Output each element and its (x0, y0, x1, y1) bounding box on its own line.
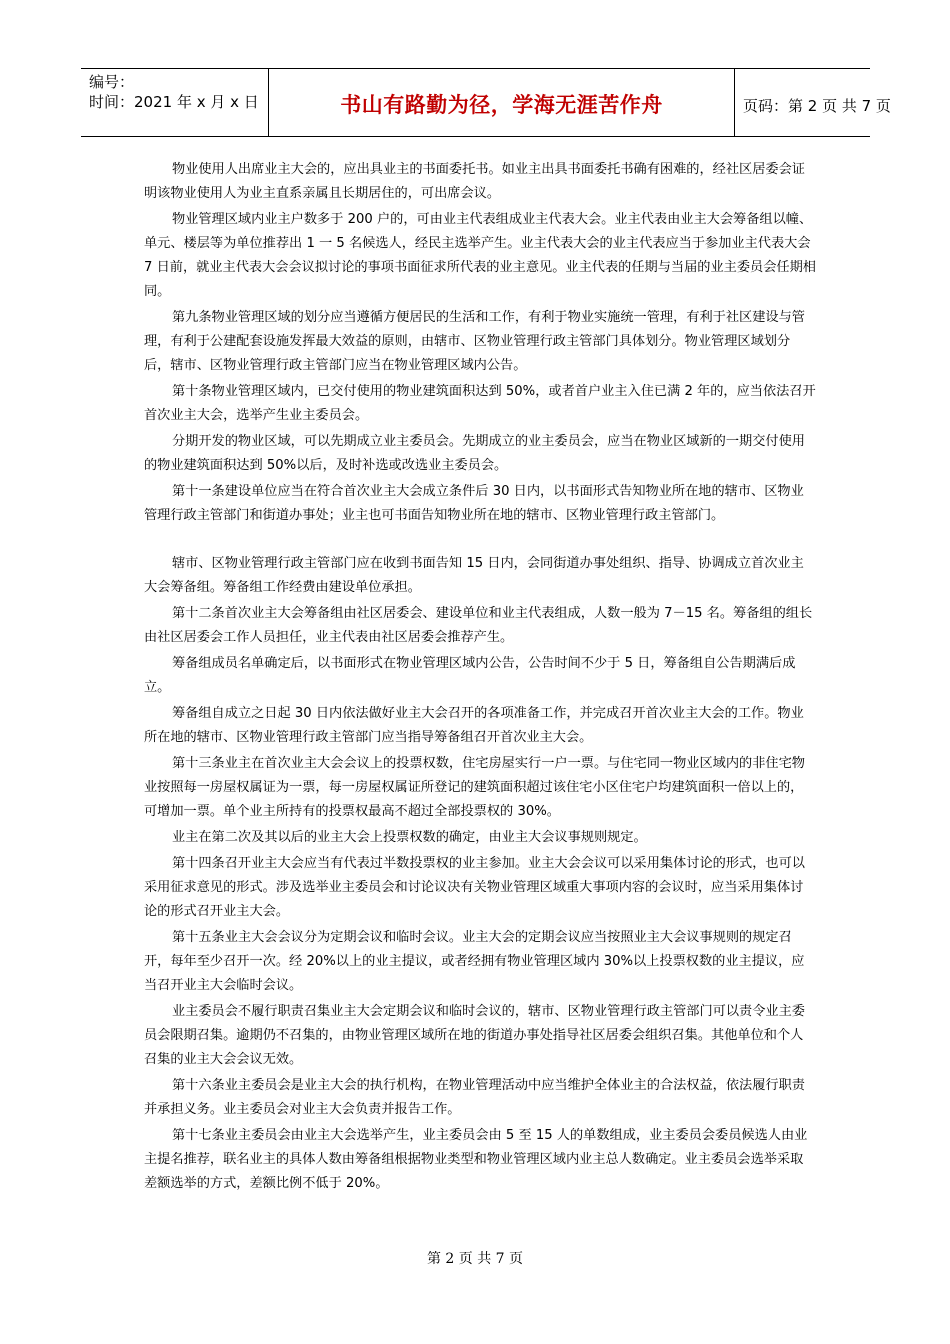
document-number-label: 编号： (89, 73, 135, 91)
document-time-label: 时间：2021 年 x 月 x 日 (89, 93, 259, 111)
body-paragraph: 分期开发的物业区域，可以先期成立业主委员会。先期成立的业主委员会，应当在物业区域新的一期交付使用的物业建筑面积达到 50%以后，及时补选或改选业主委员会。 (144, 434, 805, 473)
body-paragraph: 第十条物业管理区域内，已交付使用的物业建筑面积达到 50%，或者首户业主入住已满 2 年的，应当依法召开首次业主大会，选举产生业主委员会。 (144, 384, 816, 423)
body-paragraph: 第十六条业主委员会是业主大会的执行机构，在物业管理活动中应当维护全体业主的合法权益，依法履行职责并承担义务。业主委员会对业主大会负责并报告工作。 (144, 1078, 805, 1117)
header-page-code: 页码：第 2 页 共 7 页 (743, 97, 891, 115)
header-motto-cell (268, 69, 735, 136)
body-paragraph: 第十七条业主委员会由业主大会选举产生，业主委员会由 5 至 15 人的单数组成，业主委员会委员候选人由业主提名推荐，联名业主的具体人数由筹备组根据物业类型和物业管理区域内业主总人数确定。业主委员会选举采取差额选举的方式，差额比例不低于 20%。 (144, 1128, 808, 1191)
body-paragraph: 第九条物业管理区域的划分应当遵循方便居民的生活和工作，有利于物业实施统一管理，有利于社区建设与管理，有利于公建配套设施发挥最大效益的原则，由辖市、区物业管理行政主管部门具体划分。物业管理区域划分后，辖市、区物业管理行政主管部门应当在物业管理区域内公告。 (144, 310, 805, 373)
body-paragraph: 业主在第二次及其以后的业主大会上投票权数的确定，由业主大会议事规则规定。 (172, 830, 647, 845)
page-footer: 第 2 页 共 7 页 (426, 1251, 524, 1267)
body-paragraph: 业主委员会不履行职责召集业主大会定期会议和临时会议的，辖市、区物业管理行政主管部门可以责令业主委员会限期召集。逾期仍不召集的，由物业管理区域所在地的街道办事处指导社区居委会组织召集。其他单位和个人召集的业主大会会议无效。 (144, 1004, 805, 1067)
body-paragraph: 第十一条建设单位应当在符合首次业主大会成立条件后 30 日内，以书面形式告知物业所在地的辖市、区物业管理行政主管部门和街道办事处；业主也可书面告知物业所在地的辖市、区物业管理行政主管部门。 (144, 484, 804, 523)
body-paragraph: 物业管理区域内业主户数多于 200 户的，可由业主代表组成业主代表大会。业主代表由业主大会筹备组以幢、单元、楼层等为单位推荐出 1 一 5 名候选人，经民主选举产生。业主代表大会的业主代表应当于参加业主代表大会 7 日前，就业主代表大会会议拟讨论的事项书面征求所代表的业主意见。业主代表的任期与当届的业主委员会任期相同。 (144, 212, 816, 299)
body-paragraph: 物业使用人出席业主大会的，应出具业主的书面委托书。如业主出具书面委托书确有困难的，经社区居委会证明该物业使用人为业主直系亲属且长期居住的，可出席会议。 (144, 162, 805, 201)
body-paragraph: 第十二条首次业主大会筹备组由社区居委会、建设单位和业主代表组成，人数一般为 7－15 名。筹备组的组长由社区居委会工作人员担任，业主代表由社区居委会推荐产生。 (144, 606, 813, 645)
body-paragraph: 筹备组自成立之日起 30 日内依法做好业主大会召开的各项准备工作，并完成召开首次业主大会的工作。物业所在地的辖市、区物业管理行政主管部门应当指导筹备组召开首次业主大会。 (144, 706, 804, 745)
body-paragraph: 辖市、区物业管理行政主管部门应在收到书面告知 15 日内，会同街道办事处组织、指导、协调成立首次业主大会筹备组。筹备组工作经费由建设单位承担。 (144, 556, 804, 595)
document-body (144, 158, 816, 1198)
body-paragraph: 第十四条召开业主大会应当有代表过半数投票权的业主参加。业主大会会议可以采用集体讨论的形式，也可以采用征求意见的形式。涉及选举业主委员会和讨论议决有关物业管理区域重大事项内容的会议时，应当采用集体讨论的形式召开业主大会。 (144, 856, 805, 919)
body-paragraph: 第十五条业主大会会议分为定期会议和临时会议。业主大会的定期会议应当按照业主大会议事规则的规定召开，每年至少召开一次。经 20%以上的业主提议，或者经拥有物业管理区域内 30%以上投票权数的业主提议，应当召开业主大会临时会议。 (144, 930, 805, 993)
page-header (81, 68, 891, 137)
header-right-cell (735, 69, 891, 136)
body-paragraph: 筹备组成员名单确定后，以书面形式在物业管理区域内公告，公告时间不少于 5 日，筹备组自公告期满后成立。 (144, 656, 796, 695)
header-motto: 书山有路勤为径，学海无涯苦作舟 (340, 93, 663, 117)
body-paragraph: 第十三条业主在首次业主大会会议上的投票权数，住宅房屋实行一户一票。与住宅同一物业区域内的非住宅物业按照每一房屋权属证为一票，每一房屋权属证所登记的建筑面积超过该住宅小区住宅户均建筑面积一倍以上的，可增加一票。单个业主所持有的投票权最高不超过全部投票权的 30%。 (144, 756, 805, 819)
header-left-cell (81, 69, 268, 136)
